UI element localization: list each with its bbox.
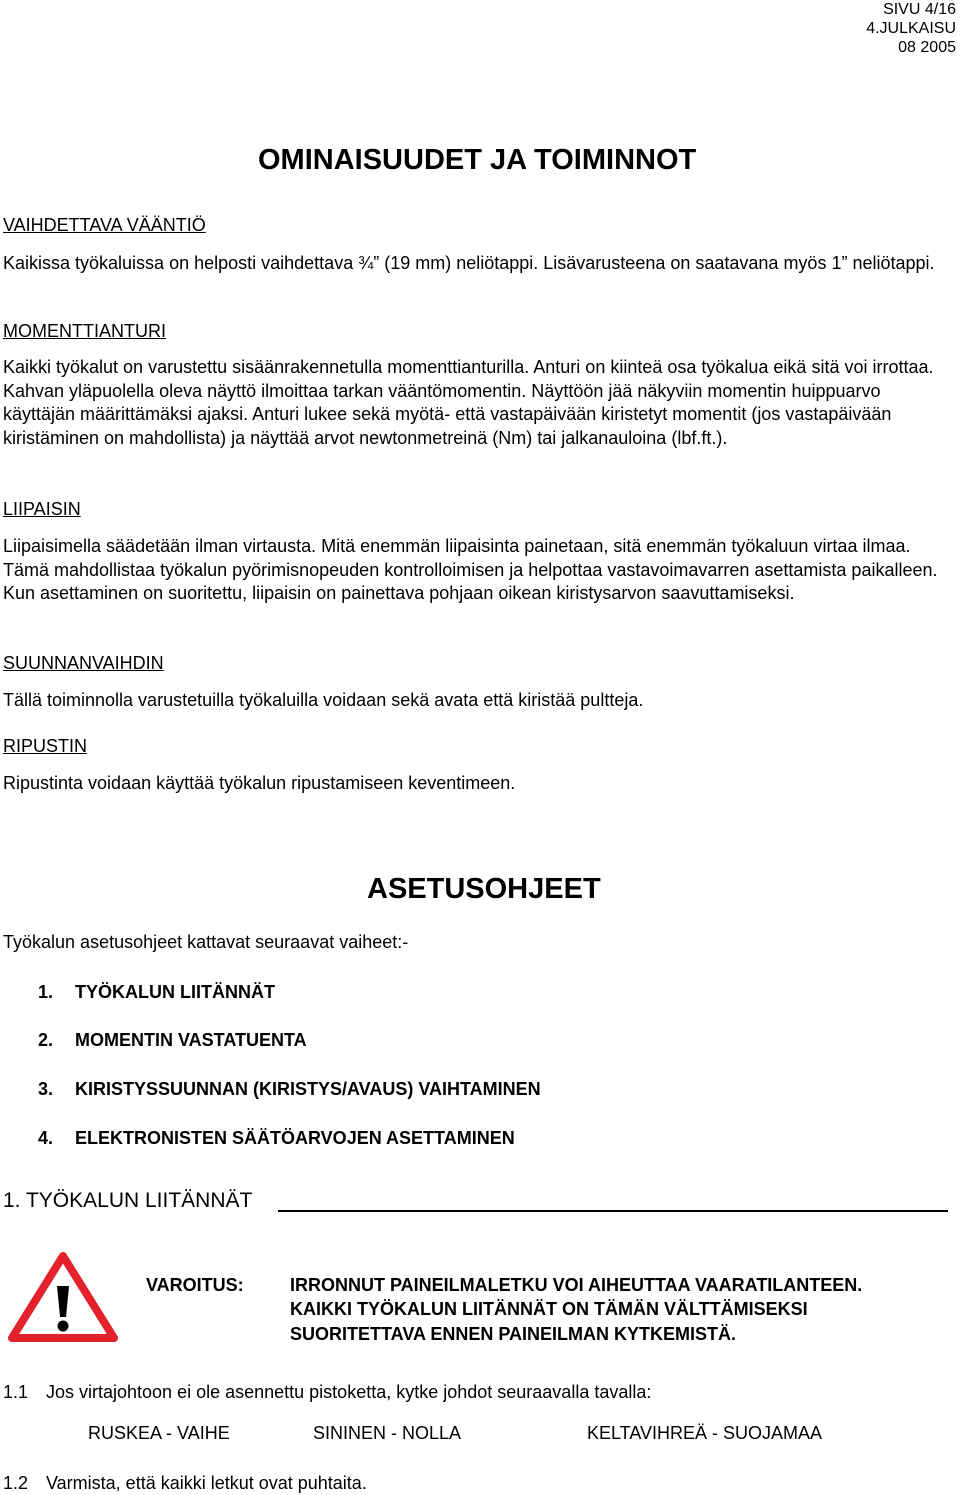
step-number: 2. [38,1030,54,1050]
section-text: Ripustinta voidaan käyttää työkalun ripustamiseen keventimeen. [3,773,516,793]
page-number: SIVU 4/16 [883,1,956,18]
warning-triangle-icon [8,1252,118,1342]
section-heading: VAIHDETTAVA VÄÄNTIÖ [3,215,206,235]
warning-label: VAROITUS: [146,1275,244,1295]
item-number: 1.2 [3,1473,29,1493]
wire-label: SININEN - NOLLA [313,1423,462,1443]
edition: 4.JULKAISU [866,20,956,37]
section-heading: MOMENTTIANTURI [3,321,166,341]
section-heading: SUUNNANVAIHDIN [3,653,164,673]
section-text: Liipaisimella säädetään ilman virtausta. Mitä enemmän liipaisinta painetaan, sitä enemmän työkaluun virtaa ilmaa. Tämä mahdollistaa työkalun pyörimisnopeuden kontrolloimisen ja helpottaa vastavoimavarren asettamista paikalleen. Kun asettaminen on suoritettu, liipaisin on painettava pohjaan oikean kiristysarvon saavuttamiseksi. [3,536,938,604]
step-number: 3. [38,1079,54,1099]
warning-text: IRRONNUT PAINEILMALETKU VOI AIHEUTTAA VAARATILANTEEN. [290,1275,863,1295]
step-label: KIRISTYSSUUNNAN (KIRISTYS/AVAUS) VAIHTAMINEN [75,1079,541,1099]
connections-heading: 1. TYÖKALUN LIITÄNNÄT [3,1189,253,1212]
setup-intro: Työkalun asetusohjeet kattavat seuraavat vaiheet:- [3,932,409,952]
warning-text: KAIKKI TYÖKALUN LIITÄNNÄT ON TÄMÄN VÄLTTÄMISEKSI [290,1299,808,1319]
section-text: Tällä toiminnolla varustetuilla työkaluilla voidaan sekä avata että kiristää pultteja. [3,690,644,710]
section-text: Kaikki työkalut on varustettu sisäänrakennetulla momenttianturilla. Anturi on kiinteä osa työkalua eikä sitä voi irrottaa. Kahvan yläpuolella oleva näyttö ilmoittaa tarkan vääntömomentin. Näyttöön jää näkyviin momentin huippuarvo käyttäjän määrittämäksi ajaksi. Anturi lukee sekä myötä- että vastapäivään kiristetyt momentit (jos vastapäivään kiristäminen on mahdollista) ja näyttää arvot newtonmetreinä (Nm) tai jalkanauloina (lbf.ft.). [3,357,934,449]
step-label: ELEKTRONISTEN SÄÄTÖARVOJEN ASETTAMINEN [75,1128,515,1148]
item-text: Varmista, että kaikki letkut ovat puhtaita. [46,1473,367,1493]
wire-label: KELTAVIHREÄ - SUOJAMAA [587,1423,823,1443]
warning-text: SUORITETTAVA ENNEN PAINEILMAN KYTKEMISTÄ. [290,1324,737,1344]
item-text: Jos virtajohtoon ei ole asennettu pistoketta, kytke johdot seuraavalla tavalla: [46,1382,652,1402]
section-heading: RIPUSTIN [3,736,88,756]
step-label: TYÖKALUN LIITÄNNÄT [75,982,275,1002]
step-label: MOMENTIN VASTATUENTA [75,1030,307,1050]
step-number: 4. [38,1128,54,1148]
date: 08 2005 [898,39,956,56]
heading-rule [278,1210,948,1212]
item-number: 1.1 [3,1382,29,1402]
section-text: Kaikissa työkaluissa on helposti vaihdettava ¾” (19 mm) neliötappi. Lisävarusteena on saatavana myös 1” neliötappi. [3,253,935,273]
page-title: OMINAISUUDET JA TOIMINNOT [258,144,697,176]
section-heading: LIIPAISIN [3,499,81,519]
wire-label: RUSKEA - VAIHE [88,1423,230,1443]
step-number: 1. [38,982,54,1002]
setup-title: ASETUSOHJEET [367,873,601,905]
